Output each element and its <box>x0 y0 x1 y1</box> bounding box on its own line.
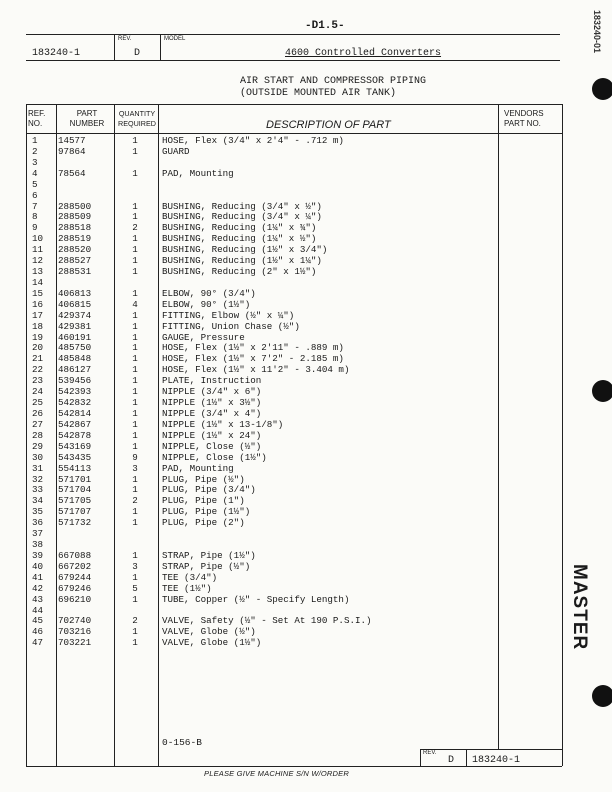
part-description: PLUG, Pipe (1") <box>162 495 245 507</box>
table-row <box>0 147 612 158</box>
table-row <box>0 496 612 507</box>
col-header-vendor <box>504 109 544 129</box>
table-row <box>0 551 612 562</box>
part-number: 429381 <box>58 320 92 332</box>
part-number: 486127 <box>58 364 92 376</box>
ref-number: 8 <box>32 211 38 223</box>
ref-number: 39 <box>32 549 44 561</box>
part-description: STRAP, Pipe (½") <box>162 560 251 572</box>
table-row <box>0 398 612 409</box>
quantity: 1 <box>132 309 138 321</box>
ref-number: 21 <box>32 353 44 365</box>
table-row <box>0 376 612 387</box>
quantity: 1 <box>132 266 138 278</box>
table-row <box>0 169 612 180</box>
qty-header-line2: REQUIRED <box>118 119 156 128</box>
part-description: BUSHING, Reducing (1¼" x ¾") <box>162 222 317 234</box>
part-description: HOSE, Flex (1½" x 11'2" - 3.404 m) <box>162 364 350 376</box>
table-row <box>0 180 612 191</box>
part-description: ELBOW, 90° (1½") <box>162 298 251 310</box>
quantity: 2 <box>132 615 138 627</box>
quantity: 1 <box>132 473 138 485</box>
header-divider-1 <box>114 34 115 60</box>
col-header-qty <box>115 109 159 129</box>
ref-number: 18 <box>32 320 44 332</box>
ref-number: 25 <box>32 397 44 409</box>
ref-number: 9 <box>32 222 38 234</box>
footer-box-left <box>420 749 421 766</box>
part-description: NIPPLE (1½" x 13-1/8") <box>162 418 284 430</box>
header-divider-2 <box>160 34 161 60</box>
quantity: 1 <box>132 418 138 430</box>
header-rev-label: REV. <box>118 36 132 42</box>
part-header-line1: PART <box>76 109 98 118</box>
revision-letter: D <box>134 48 141 59</box>
ref-header-line2: NO. <box>28 119 43 128</box>
quantity: 1 <box>132 549 138 561</box>
model-name: 4600 Controlled Converters <box>285 48 442 59</box>
part-description: BUSHING, Reducing (3/4" x ¼") <box>162 211 322 223</box>
table-row <box>0 278 612 289</box>
col-header-ref <box>28 109 45 129</box>
ref-number: 45 <box>32 615 44 627</box>
qty-header-line1: QUANTITY <box>118 109 156 118</box>
part-number: 542832 <box>58 397 92 409</box>
part-number: 542393 <box>58 386 92 398</box>
quantity: 1 <box>132 375 138 387</box>
quantity: 1 <box>132 517 138 529</box>
table-row <box>0 485 612 496</box>
ref-number: 3 <box>32 156 38 168</box>
ref-number: 12 <box>32 255 44 267</box>
table-bottom-rule <box>26 766 562 767</box>
part-number: 460191 <box>58 331 92 343</box>
part-description: TEE (1½") <box>162 582 212 594</box>
ref-number: 37 <box>32 528 44 540</box>
part-description: BUSHING, Reducing (3/4" x ½") <box>162 200 322 212</box>
ref-number: 30 <box>32 451 44 463</box>
quantity: 1 <box>132 233 138 245</box>
header-top-rule <box>26 34 560 35</box>
table-row <box>0 311 612 322</box>
part-description: BUSHING, Reducing (1¼" x ½") <box>162 233 317 245</box>
table-row <box>0 300 612 311</box>
ref-number: 44 <box>32 604 44 616</box>
ref-number: 10 <box>32 233 44 245</box>
ref-number: 33 <box>32 484 44 496</box>
part-description: BUSHING, Reducing (1½" x 3/4") <box>162 244 328 256</box>
ref-number: 36 <box>32 517 44 529</box>
ref-number: 23 <box>32 375 44 387</box>
header-model-label: MODEL <box>164 36 186 42</box>
page-number: -D1.5- <box>305 20 345 32</box>
ref-number: 27 <box>32 418 44 430</box>
quantity: 1 <box>132 593 138 605</box>
part-number: 679244 <box>58 571 92 583</box>
part-number: 406815 <box>58 298 92 310</box>
quantity: 1 <box>132 506 138 518</box>
vendor-header-line2: PART NO. <box>504 119 541 128</box>
quantity: 1 <box>132 331 138 343</box>
part-description: BUSHING, Reducing (2" x 1½") <box>162 266 317 278</box>
ref-number: 38 <box>32 539 44 551</box>
ref-number: 29 <box>32 440 44 452</box>
part-number: 14577 <box>58 135 86 146</box>
part-description: PAD, Mounting <box>162 462 234 474</box>
header-bottom-rule <box>26 60 560 61</box>
ref-number: 6 <box>32 189 38 201</box>
table-row <box>0 507 612 518</box>
part-description: NIPPLE (3/4" x 6") <box>162 386 262 398</box>
quantity: 1 <box>132 637 138 649</box>
col-header-description: DESCRIPTION OF PART <box>266 119 391 131</box>
table-row <box>0 431 612 442</box>
quantity: 1 <box>132 364 138 376</box>
col-header-part <box>60 109 114 129</box>
part-number: 288518 <box>58 222 92 234</box>
table-row <box>0 322 612 333</box>
part-description: PLUG, Pipe (1½") <box>162 506 251 518</box>
footer-doc-number: 183240-1 <box>472 755 521 766</box>
table-row <box>0 573 612 584</box>
ref-number: 20 <box>32 342 44 354</box>
part-number: 543435 <box>58 451 92 463</box>
table-row <box>0 136 612 147</box>
ref-number: 46 <box>32 626 44 638</box>
table-row <box>0 584 612 595</box>
quantity: 1 <box>132 440 138 452</box>
ref-number: 41 <box>32 571 44 583</box>
part-description: FITTING, Elbow (½" x ¼") <box>162 309 295 321</box>
quantity: 1 <box>132 255 138 267</box>
part-number: 288527 <box>58 255 92 267</box>
part-number: 571704 <box>58 484 92 496</box>
ref-number: 24 <box>32 386 44 398</box>
ref-number: 31 <box>32 462 44 474</box>
part-number: 288531 <box>58 266 92 278</box>
part-description: NIPPLE (1½" x 24") <box>162 429 262 441</box>
quantity: 3 <box>132 560 138 572</box>
ref-number: 14 <box>32 276 44 288</box>
drawing-reference: 0-156-B <box>162 737 202 748</box>
part-description: GUARD <box>162 145 190 157</box>
quantity: 1 <box>132 287 138 299</box>
table-row <box>0 442 612 453</box>
ref-number: 11 <box>32 244 44 256</box>
ref-number: 40 <box>32 560 44 572</box>
quantity: 2 <box>132 222 138 234</box>
part-header-line2: NUMBER <box>69 119 105 128</box>
part-description: PLUG, Pipe (2") <box>162 517 245 529</box>
table-row <box>0 518 612 529</box>
quantity: 1 <box>132 342 138 354</box>
part-description: TUBE, Copper (½" - Specify Length) <box>162 593 350 605</box>
part-number: 542814 <box>58 408 92 419</box>
ref-number: 26 <box>32 408 44 419</box>
part-number: 288519 <box>58 233 92 245</box>
quantity: 1 <box>132 135 138 146</box>
quantity: 3 <box>132 462 138 474</box>
part-description: GAUGE, Pressure <box>162 331 245 343</box>
part-description: PLATE, Instruction <box>162 375 262 387</box>
footer-note: PLEASE GIVE MACHINE S/N W/ORDER <box>204 769 349 778</box>
quantity: 1 <box>132 211 138 223</box>
table-row <box>0 638 612 649</box>
footer-box-divider <box>466 749 467 766</box>
part-description: VALVE, Globe (1½") <box>162 637 262 649</box>
quantity: 1 <box>132 408 138 419</box>
part-number: 571701 <box>58 473 92 485</box>
part-number: 679246 <box>58 582 92 594</box>
document-number: 183240-1 <box>32 48 81 59</box>
footer-rev-value: D <box>448 755 455 766</box>
part-number: 78564 <box>58 167 86 179</box>
table-top-rule <box>26 104 562 105</box>
part-number: 702740 <box>58 615 92 627</box>
table-row <box>0 475 612 486</box>
part-number: 571707 <box>58 506 92 518</box>
ref-number: 42 <box>32 582 44 594</box>
master-stamp: MASTER <box>569 564 590 651</box>
vendor-header-line1: VENDORS <box>504 109 544 118</box>
ref-number: 43 <box>32 593 44 605</box>
table-row <box>0 387 612 398</box>
part-number: 703221 <box>58 637 92 649</box>
part-number: 485848 <box>58 353 92 365</box>
part-number: 667088 <box>58 549 92 561</box>
table-row <box>0 267 612 278</box>
part-number: 539456 <box>58 375 92 387</box>
part-description: PLUG, Pipe (½") <box>162 473 245 485</box>
part-number: 288500 <box>58 200 92 212</box>
ref-number: 19 <box>32 331 44 343</box>
part-description: NIPPLE, Close (½") <box>162 440 262 452</box>
part-number: 542878 <box>58 429 92 441</box>
part-description: ELBOW, 90° (3/4") <box>162 287 256 299</box>
part-number: 554113 <box>58 462 92 474</box>
quantity: 1 <box>132 145 138 157</box>
ref-number: 16 <box>32 298 44 310</box>
part-number: 696210 <box>58 593 92 605</box>
part-description: HOSE, Flex (1½" x 2'11" - .889 m) <box>162 342 344 354</box>
ref-number: 28 <box>32 429 44 441</box>
part-description: STRAP, Pipe (1½") <box>162 549 256 561</box>
part-number: 571705 <box>58 495 92 507</box>
table-row <box>0 616 612 627</box>
table-row <box>0 529 612 540</box>
table-row <box>0 365 612 376</box>
table-row <box>0 453 612 464</box>
part-number: 542867 <box>58 418 92 430</box>
part-number: 703216 <box>58 626 92 638</box>
quantity: 1 <box>132 200 138 212</box>
part-number: 571732 <box>58 517 92 529</box>
parts-list <box>0 136 612 736</box>
table-row <box>0 289 612 300</box>
table-row <box>0 191 612 202</box>
table-row <box>0 627 612 638</box>
part-description: NIPPLE (3/4" x 4") <box>162 408 262 419</box>
section-title: AIR START AND COMPRESSOR PIPING <box>240 76 427 87</box>
ref-number: 7 <box>32 200 38 212</box>
ref-header-line1: REF. <box>28 109 46 118</box>
table-row <box>0 464 612 475</box>
ref-number: 5 <box>32 178 38 190</box>
ref-number: 15 <box>32 287 44 299</box>
part-number: 288509 <box>58 211 92 223</box>
table-row <box>0 420 612 431</box>
quantity: 5 <box>132 582 138 594</box>
binder-hole-middle <box>592 380 612 402</box>
part-number: 429374 <box>58 309 92 321</box>
part-description: TEE (3/4") <box>162 571 218 583</box>
part-description: PLUG, Pipe (3/4") <box>162 484 256 496</box>
ref-number: 2 <box>32 145 38 157</box>
ref-number: 35 <box>32 506 44 518</box>
quantity: 9 <box>132 451 138 463</box>
ref-number: 47 <box>32 637 44 649</box>
table-row <box>0 409 612 420</box>
table-header-rule <box>26 133 562 134</box>
part-number: 288520 <box>58 244 92 256</box>
quantity: 1 <box>132 167 138 179</box>
quantity: 1 <box>132 484 138 496</box>
quantity: 1 <box>132 386 138 398</box>
side-tab-label: 183240-01 <box>592 10 602 54</box>
part-description: BUSHING, Reducing (1½" x 1¼") <box>162 255 322 267</box>
ref-number: 22 <box>32 364 44 376</box>
table-row <box>0 540 612 551</box>
part-description: VALVE, Globe (½") <box>162 626 256 638</box>
table-row <box>0 562 612 573</box>
quantity: 4 <box>132 298 138 310</box>
part-description: PAD, Mounting <box>162 167 234 179</box>
part-number: 97864 <box>58 145 86 157</box>
quantity: 1 <box>132 320 138 332</box>
table-row <box>0 595 612 606</box>
part-number: 485750 <box>58 342 92 354</box>
quantity: 1 <box>132 429 138 441</box>
footer-box-top <box>420 749 562 750</box>
ref-number: 13 <box>32 266 44 278</box>
quantity: 1 <box>132 626 138 638</box>
part-description: HOSE, Flex (3/4" x 2'4" - .712 m) <box>162 135 344 146</box>
quantity: 1 <box>132 571 138 583</box>
quantity: 1 <box>132 244 138 256</box>
part-description: VALVE, Safety (½" - Set At 190 P.S.I.) <box>162 615 372 627</box>
ref-number: 32 <box>32 473 44 485</box>
ref-number: 17 <box>32 309 44 321</box>
quantity: 1 <box>132 353 138 365</box>
quantity: 2 <box>132 495 138 507</box>
footer-rev-label: REV. <box>423 750 437 756</box>
part-description: FITTING, Union Chase (½") <box>162 320 300 332</box>
part-number: 406813 <box>58 287 92 299</box>
binder-hole-bottom <box>592 685 612 707</box>
table-row <box>0 158 612 169</box>
part-number: 543169 <box>58 440 92 452</box>
part-description: HOSE, Flex (1½" x 7'2" - 2.185 m) <box>162 353 344 365</box>
quantity: 1 <box>132 397 138 409</box>
part-description: NIPPLE (1½" x 3½") <box>162 397 262 409</box>
section-subtitle: (OUTSIDE MOUNTED AIR TANK) <box>240 88 397 99</box>
ref-number: 4 <box>32 167 38 179</box>
ref-number: 1 <box>32 135 38 146</box>
part-number: 667202 <box>58 560 92 572</box>
binder-hole-top <box>592 78 612 100</box>
ref-number: 34 <box>32 495 44 507</box>
part-description: NIPPLE, Close (1½") <box>162 451 267 463</box>
